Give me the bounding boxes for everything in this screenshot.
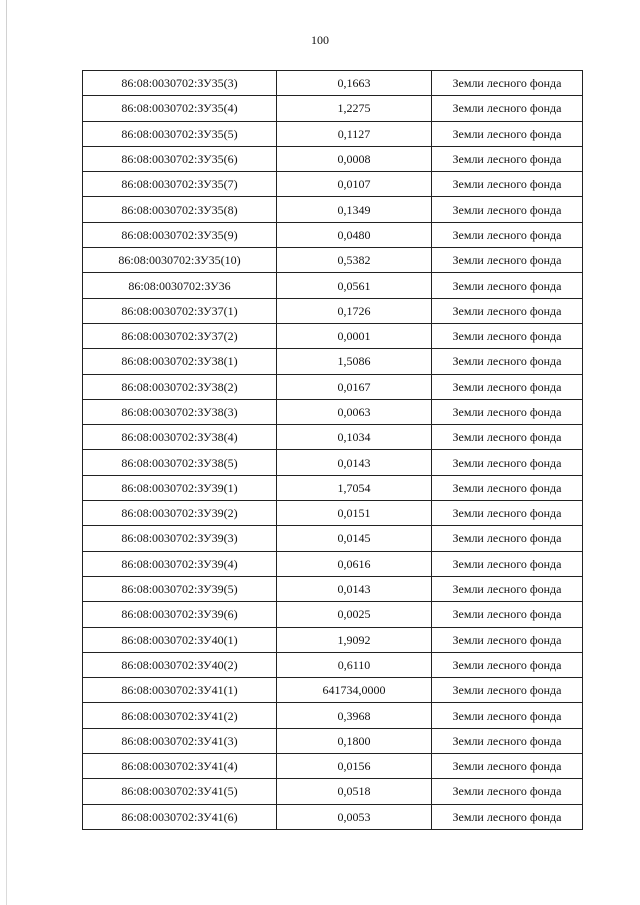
land-category-cell: Земли лесного фонда — [432, 197, 583, 222]
land-category-cell: Земли лесного фонда — [432, 627, 583, 652]
area-cell: 0,1034 — [277, 425, 432, 450]
cadastral-number-cell: 86:08:0030702:ЗУ41(4) — [83, 754, 277, 779]
cadastral-number-cell: 86:08:0030702:ЗУ35(4) — [83, 96, 277, 121]
area-cell: 1,2275 — [277, 96, 432, 121]
area-cell: 0,0561 — [277, 273, 432, 298]
cadastral-number-cell: 86:08:0030702:ЗУ41(1) — [83, 678, 277, 703]
land-category-cell: Земли лесного фонда — [432, 298, 583, 323]
area-cell: 0,0008 — [277, 146, 432, 171]
table-row — [83, 526, 583, 551]
area-cell: 0,0156 — [277, 754, 432, 779]
cadastral-number-cell: 86:08:0030702:ЗУ41(3) — [83, 728, 277, 753]
cadastral-number-cell: 86:08:0030702:ЗУ38(1) — [83, 349, 277, 374]
land-category-cell: Земли лесного фонда — [432, 652, 583, 677]
table-row — [83, 121, 583, 146]
area-cell: 0,0145 — [277, 526, 432, 551]
area-cell: 0,0143 — [277, 576, 432, 601]
table-row — [83, 197, 583, 222]
cadastral-number-cell: 86:08:0030702:ЗУ40(1) — [83, 627, 277, 652]
area-cell: 0,6110 — [277, 652, 432, 677]
cadastral-number-cell: 86:08:0030702:ЗУ35(7) — [83, 172, 277, 197]
land-category-cell: Земли лесного фонда — [432, 754, 583, 779]
cadastral-number-cell: 86:08:0030702:ЗУ37(2) — [83, 323, 277, 348]
area-cell: 1,9092 — [277, 627, 432, 652]
land-category-cell: Земли лесного фонда — [432, 576, 583, 601]
land-category-cell: Земли лесного фонда — [432, 248, 583, 273]
table-row — [83, 652, 583, 677]
area-cell: 0,1663 — [277, 71, 432, 96]
table-row — [83, 779, 583, 804]
table-row — [83, 804, 583, 829]
page-number: 100 — [311, 33, 329, 47]
area-cell: 0,1726 — [277, 298, 432, 323]
land-category-cell: Земли лесного фонда — [432, 779, 583, 804]
table-row — [83, 602, 583, 627]
table-row — [83, 273, 583, 298]
area-cell: 641734,0000 — [277, 678, 432, 703]
area-cell: 1,7054 — [277, 475, 432, 500]
cadastral-number-cell: 86:08:0030702:ЗУ38(2) — [83, 374, 277, 399]
area-cell: 0,1800 — [277, 728, 432, 753]
table-row — [83, 627, 583, 652]
cadastral-number-cell: 86:08:0030702:ЗУ39(1) — [83, 475, 277, 500]
land-category-cell: Земли лесного фонда — [432, 222, 583, 247]
cadastral-number-cell: 86:08:0030702:ЗУ41(6) — [83, 804, 277, 829]
table-row — [83, 754, 583, 779]
area-cell: 0,0480 — [277, 222, 432, 247]
table-row — [83, 399, 583, 424]
land-category-cell: Земли лесного фонда — [432, 96, 583, 121]
land-category-cell: Земли лесного фонда — [432, 425, 583, 450]
table-row — [83, 728, 583, 753]
area-cell: 0,1127 — [277, 121, 432, 146]
area-cell: 1,5086 — [277, 349, 432, 374]
table-row — [83, 551, 583, 576]
area-cell: 0,3968 — [277, 703, 432, 728]
land-category-cell: Земли лесного фонда — [432, 526, 583, 551]
table-row — [83, 425, 583, 450]
table-row — [83, 703, 583, 728]
land-category-cell: Земли лесного фонда — [432, 703, 583, 728]
table-row — [83, 222, 583, 247]
cadastral-number-cell: 86:08:0030702:ЗУ35(6) — [83, 146, 277, 171]
table-body — [83, 71, 583, 830]
table-row — [83, 71, 583, 96]
cadastral-number-cell: 86:08:0030702:ЗУ38(3) — [83, 399, 277, 424]
cadastral-number-cell: 86:08:0030702:ЗУ35(8) — [83, 197, 277, 222]
scan-edge-shadow — [6, 0, 7, 905]
area-cell: 0,0616 — [277, 551, 432, 576]
cadastral-number-cell: 86:08:0030702:ЗУ36 — [83, 273, 277, 298]
cadastral-number-cell: 86:08:0030702:ЗУ38(4) — [83, 425, 277, 450]
table-row — [83, 450, 583, 475]
cadastral-number-cell: 86:08:0030702:ЗУ41(5) — [83, 779, 277, 804]
table-row — [83, 576, 583, 601]
area-cell: 0,0518 — [277, 779, 432, 804]
table-row — [83, 475, 583, 500]
cadastral-number-cell: 86:08:0030702:ЗУ41(2) — [83, 703, 277, 728]
cadastral-number-cell: 86:08:0030702:ЗУ39(6) — [83, 602, 277, 627]
land-category-cell: Земли лесного фонда — [432, 399, 583, 424]
area-cell: 0,0025 — [277, 602, 432, 627]
land-category-cell: Земли лесного фонда — [432, 172, 583, 197]
land-category-cell: Земли лесного фонда — [432, 121, 583, 146]
table-row — [83, 323, 583, 348]
land-category-cell: Земли лесного фонда — [432, 501, 583, 526]
cadastral-number-cell: 86:08:0030702:ЗУ40(2) — [83, 652, 277, 677]
area-cell: 0,0167 — [277, 374, 432, 399]
land-category-cell: Земли лесного фонда — [432, 475, 583, 500]
land-category-cell: Земли лесного фонда — [432, 146, 583, 171]
cadastral-number-cell: 86:08:0030702:ЗУ35(3) — [83, 71, 277, 96]
area-cell: 0,0053 — [277, 804, 432, 829]
cadastral-number-cell: 86:08:0030702:ЗУ35(9) — [83, 222, 277, 247]
cadastral-number-cell: 86:08:0030702:ЗУ39(4) — [83, 551, 277, 576]
land-category-cell: Земли лесного фонда — [432, 804, 583, 829]
area-cell: 0,0151 — [277, 501, 432, 526]
land-category-cell: Земли лесного фонда — [432, 551, 583, 576]
table-row — [83, 248, 583, 273]
cadastral-number-cell: 86:08:0030702:ЗУ37(1) — [83, 298, 277, 323]
area-cell: 0,0001 — [277, 323, 432, 348]
table-row — [83, 96, 583, 121]
table-row — [83, 172, 583, 197]
land-plot-table — [82, 70, 583, 830]
table-row — [83, 501, 583, 526]
land-category-cell: Земли лесного фонда — [432, 71, 583, 96]
table-row — [83, 374, 583, 399]
cadastral-number-cell: 86:08:0030702:ЗУ35(5) — [83, 121, 277, 146]
area-cell: 0,5382 — [277, 248, 432, 273]
cadastral-number-cell: 86:08:0030702:ЗУ35(10) — [83, 248, 277, 273]
land-category-cell: Земли лесного фонда — [432, 602, 583, 627]
land-category-cell: Земли лесного фонда — [432, 273, 583, 298]
cadastral-number-cell: 86:08:0030702:ЗУ39(3) — [83, 526, 277, 551]
land-category-cell: Земли лесного фонда — [432, 323, 583, 348]
table-row — [83, 678, 583, 703]
area-cell: 0,1349 — [277, 197, 432, 222]
table-row — [83, 146, 583, 171]
table-row — [83, 349, 583, 374]
cadastral-number-cell: 86:08:0030702:ЗУ39(5) — [83, 576, 277, 601]
table-row — [83, 298, 583, 323]
area-cell: 0,0063 — [277, 399, 432, 424]
cadastral-number-cell: 86:08:0030702:ЗУ38(5) — [83, 450, 277, 475]
land-category-cell: Земли лесного фонда — [432, 678, 583, 703]
land-category-cell: Земли лесного фонда — [432, 374, 583, 399]
area-cell: 0,0107 — [277, 172, 432, 197]
land-category-cell: Земли лесного фонда — [432, 450, 583, 475]
land-category-cell: Земли лесного фонда — [432, 349, 583, 374]
land-category-cell: Земли лесного фонда — [432, 728, 583, 753]
cadastral-number-cell: 86:08:0030702:ЗУ39(2) — [83, 501, 277, 526]
area-cell: 0,0143 — [277, 450, 432, 475]
